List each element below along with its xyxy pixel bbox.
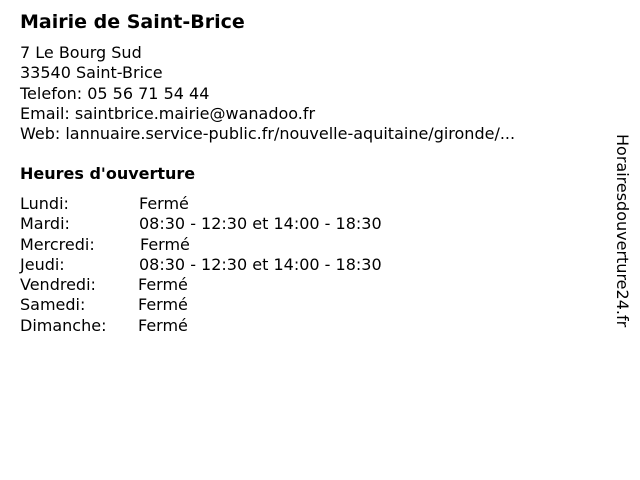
day-hours: 08:30 - 12:30 et 14:00 - 18:30 — [139, 214, 382, 234]
web-line: Web: lannuaire.service-public.fr/nouvelle-aquitaine/gironde/... — [20, 124, 516, 144]
day-label: Vendredi: — [20, 275, 96, 295]
watermark-text: Horairesdouverture24.fr — [613, 134, 632, 328]
address-line-1: 7 Le Bourg Sud — [20, 43, 142, 62]
day-hours: Fermé — [138, 275, 188, 295]
phone-line: Telefon: 05 56 71 54 44 — [20, 83, 210, 103]
day-label: Lundi: — [20, 194, 69, 213]
email-line: Email: saintbrice.mairie@wanadoo.fr — [20, 103, 316, 123]
day-label: Jeudi: — [20, 254, 65, 274]
day-label: Mercredi: — [20, 234, 95, 254]
day-hours: Fermé — [140, 234, 190, 254]
day-hours: Fermé — [138, 295, 188, 315]
day-hours: 08:30 - 12:30 et 14:00 - 18:30 — [139, 254, 382, 274]
page-title: Mairie de Saint-Brice — [20, 11, 245, 33]
day-hours: Fermé — [138, 315, 188, 335]
day-label: Samedi: — [20, 295, 86, 315]
day-hours: Fermé — [139, 194, 189, 213]
day-label: Mardi: — [20, 214, 70, 234]
hours-heading: Heures d'ouverture — [20, 164, 196, 183]
day-label: Dimanche: — [20, 315, 107, 335]
address-line-2: 33540 Saint-Brice — [20, 63, 163, 83]
contact-block — [20, 43, 515, 144]
